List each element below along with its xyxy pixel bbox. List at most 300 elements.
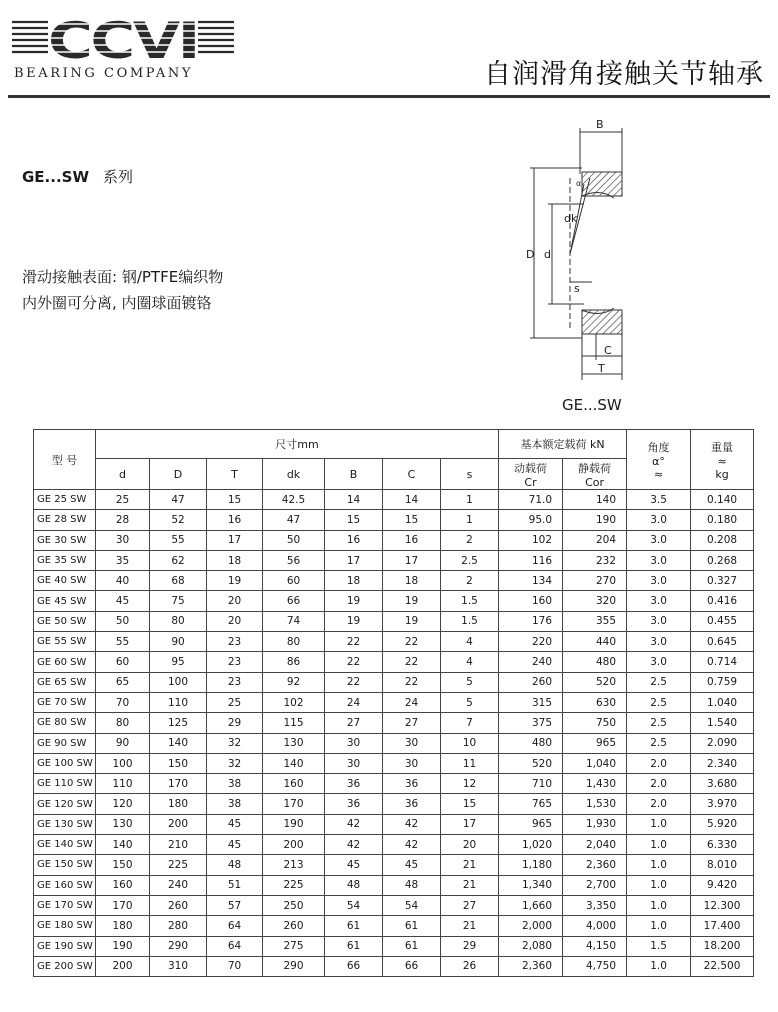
cell-dk: 275 bbox=[263, 936, 325, 956]
cell-D: 310 bbox=[150, 956, 207, 976]
cell-d: 50 bbox=[96, 611, 150, 631]
header-T: T bbox=[207, 459, 263, 490]
cell-B: 19 bbox=[325, 611, 383, 631]
cell-D: 200 bbox=[150, 814, 207, 834]
cell-C: 30 bbox=[383, 753, 441, 773]
cell-cor: 630 bbox=[563, 692, 627, 712]
header-load-ratings: 基本额定载荷 kN bbox=[499, 430, 627, 459]
cell-C: 17 bbox=[383, 550, 441, 570]
cell-cor: 440 bbox=[563, 632, 627, 652]
table-row bbox=[34, 571, 754, 591]
cell-D: 110 bbox=[150, 692, 207, 712]
cell-d: 70 bbox=[96, 692, 150, 712]
cell-T: 18 bbox=[207, 550, 263, 570]
cell-weight: 1.040 bbox=[691, 692, 754, 712]
cell-model: GE 120 SW bbox=[34, 794, 96, 814]
cell-weight: 6.330 bbox=[691, 835, 754, 855]
cell-cr: 2,000 bbox=[499, 916, 563, 936]
cell-dk: 47 bbox=[263, 510, 325, 530]
cell-cor: 204 bbox=[563, 530, 627, 550]
label-C: C bbox=[604, 344, 612, 357]
cell-model: GE 50 SW bbox=[34, 611, 96, 631]
cell-C: 36 bbox=[383, 774, 441, 794]
cell-dk: 160 bbox=[263, 774, 325, 794]
cell-dk: 130 bbox=[263, 733, 325, 753]
cell-cr: 480 bbox=[499, 733, 563, 753]
cell-angle: 3.0 bbox=[627, 550, 691, 570]
cell-B: 27 bbox=[325, 713, 383, 733]
cell-T: 32 bbox=[207, 733, 263, 753]
cell-cor: 1,040 bbox=[563, 753, 627, 773]
cell-cor: 355 bbox=[563, 611, 627, 631]
bearing-cross-section-diagram bbox=[500, 118, 650, 386]
header-weight bbox=[691, 430, 754, 490]
cell-B: 17 bbox=[325, 550, 383, 570]
cell-model: GE 55 SW bbox=[34, 632, 96, 652]
header-B: B bbox=[325, 459, 383, 490]
cell-d: 65 bbox=[96, 672, 150, 692]
specification-rows bbox=[34, 490, 754, 977]
header-weight-unit: kg bbox=[715, 467, 729, 481]
cell-D: 150 bbox=[150, 753, 207, 773]
cell-cor: 750 bbox=[563, 713, 627, 733]
cell-B: 42 bbox=[325, 814, 383, 834]
table-row bbox=[34, 774, 754, 794]
cell-model: GE 70 SW bbox=[34, 692, 96, 712]
table-row bbox=[34, 936, 754, 956]
cell-dk: 170 bbox=[263, 794, 325, 814]
table-row bbox=[34, 672, 754, 692]
page-title: 自润滑角接触关节轴承 bbox=[484, 59, 764, 90]
cell-T: 45 bbox=[207, 835, 263, 855]
cell-B: 54 bbox=[325, 895, 383, 915]
cell-dk: 80 bbox=[263, 632, 325, 652]
cell-C: 30 bbox=[383, 733, 441, 753]
label-B: B bbox=[596, 118, 604, 131]
header-s: s bbox=[441, 459, 499, 490]
table-row bbox=[34, 550, 754, 570]
cell-model: GE 40 SW bbox=[34, 571, 96, 591]
cell-s: 7 bbox=[441, 713, 499, 733]
cell-cor: 4,150 bbox=[563, 936, 627, 956]
cell-angle: 2.5 bbox=[627, 733, 691, 753]
cell-cor: 232 bbox=[563, 550, 627, 570]
cell-dk: 42.5 bbox=[263, 490, 325, 510]
cell-angle: 2.0 bbox=[627, 753, 691, 773]
cell-weight: 2.090 bbox=[691, 733, 754, 753]
cell-C: 19 bbox=[383, 611, 441, 631]
cell-D: 180 bbox=[150, 794, 207, 814]
cell-s: 29 bbox=[441, 936, 499, 956]
header-cr-symbol: Cr bbox=[524, 475, 537, 489]
table-row bbox=[34, 794, 754, 814]
cell-weight: 0.327 bbox=[691, 571, 754, 591]
table-row bbox=[34, 652, 754, 672]
cell-cor: 1,530 bbox=[563, 794, 627, 814]
cell-B: 30 bbox=[325, 753, 383, 773]
cell-D: 75 bbox=[150, 591, 207, 611]
cell-T: 45 bbox=[207, 814, 263, 834]
header-C: C bbox=[383, 459, 441, 490]
cell-T: 16 bbox=[207, 510, 263, 530]
cell-d: 100 bbox=[96, 753, 150, 773]
cell-s: 2.5 bbox=[441, 550, 499, 570]
cell-T: 17 bbox=[207, 530, 263, 550]
cell-B: 66 bbox=[325, 956, 383, 976]
cell-weight: 1.540 bbox=[691, 713, 754, 733]
cell-dk: 60 bbox=[263, 571, 325, 591]
cell-angle: 3.0 bbox=[627, 611, 691, 631]
cell-angle: 1.0 bbox=[627, 895, 691, 915]
cell-model: GE 35 SW bbox=[34, 550, 96, 570]
cell-s: 11 bbox=[441, 753, 499, 773]
header-cor-symbol: Cor bbox=[585, 475, 604, 489]
cell-C: 42 bbox=[383, 835, 441, 855]
label-D: D bbox=[526, 248, 535, 261]
cell-cr: 375 bbox=[499, 713, 563, 733]
cell-D: 240 bbox=[150, 875, 207, 895]
cell-model: GE 130 SW bbox=[34, 814, 96, 834]
cell-B: 22 bbox=[325, 632, 383, 652]
cell-s: 2 bbox=[441, 571, 499, 591]
cell-cr: 220 bbox=[499, 632, 563, 652]
cell-weight: 2.340 bbox=[691, 753, 754, 773]
cell-weight: 0.416 bbox=[691, 591, 754, 611]
cell-s: 10 bbox=[441, 733, 499, 753]
table-row bbox=[34, 895, 754, 915]
cell-D: 62 bbox=[150, 550, 207, 570]
diagram-caption: GE...SW bbox=[562, 396, 622, 414]
cell-cr: 1,340 bbox=[499, 875, 563, 895]
cell-B: 45 bbox=[325, 855, 383, 875]
cell-d: 200 bbox=[96, 956, 150, 976]
cell-angle: 2.5 bbox=[627, 672, 691, 692]
cell-cor: 2,360 bbox=[563, 855, 627, 875]
cell-model: GE 180 SW bbox=[34, 916, 96, 936]
cell-weight: 8.010 bbox=[691, 855, 754, 875]
cell-C: 15 bbox=[383, 510, 441, 530]
cell-s: 5 bbox=[441, 692, 499, 712]
cell-C: 48 bbox=[383, 875, 441, 895]
cell-cr: 102 bbox=[499, 530, 563, 550]
cell-T: 38 bbox=[207, 774, 263, 794]
cell-C: 54 bbox=[383, 895, 441, 915]
cell-C: 61 bbox=[383, 916, 441, 936]
cell-d: 160 bbox=[96, 875, 150, 895]
cell-B: 61 bbox=[325, 936, 383, 956]
cell-weight: 3.970 bbox=[691, 794, 754, 814]
label-alpha: α bbox=[576, 179, 582, 188]
cell-d: 120 bbox=[96, 794, 150, 814]
cell-D: 260 bbox=[150, 895, 207, 915]
table-row bbox=[34, 875, 754, 895]
cell-C: 22 bbox=[383, 672, 441, 692]
cell-dk: 190 bbox=[263, 814, 325, 834]
cell-C: 22 bbox=[383, 652, 441, 672]
company-subtitle: BEARING COMPANY bbox=[14, 66, 194, 81]
table-row bbox=[34, 753, 754, 773]
cell-d: 140 bbox=[96, 835, 150, 855]
cell-T: 15 bbox=[207, 490, 263, 510]
cell-cor: 270 bbox=[563, 571, 627, 591]
table-row bbox=[34, 835, 754, 855]
header-cor bbox=[563, 459, 627, 490]
cell-dk: 74 bbox=[263, 611, 325, 631]
cell-angle: 3.0 bbox=[627, 571, 691, 591]
cell-dk: 260 bbox=[263, 916, 325, 936]
cell-C: 61 bbox=[383, 936, 441, 956]
cell-B: 30 bbox=[325, 733, 383, 753]
cell-T: 64 bbox=[207, 936, 263, 956]
cell-C: 14 bbox=[383, 490, 441, 510]
cell-s: 1.5 bbox=[441, 611, 499, 631]
table-row bbox=[34, 632, 754, 652]
cell-T: 32 bbox=[207, 753, 263, 773]
cell-s: 4 bbox=[441, 652, 499, 672]
cell-C: 19 bbox=[383, 591, 441, 611]
cell-T: 23 bbox=[207, 632, 263, 652]
cell-d: 90 bbox=[96, 733, 150, 753]
cell-T: 48 bbox=[207, 855, 263, 875]
cell-C: 42 bbox=[383, 814, 441, 834]
series-suffix: 系列 bbox=[103, 168, 134, 186]
cell-weight: 0.268 bbox=[691, 550, 754, 570]
cell-angle: 2.5 bbox=[627, 692, 691, 712]
cell-cr: 160 bbox=[499, 591, 563, 611]
cell-s: 21 bbox=[441, 916, 499, 936]
cell-cor: 4,750 bbox=[563, 956, 627, 976]
cell-T: 23 bbox=[207, 652, 263, 672]
cell-D: 95 bbox=[150, 652, 207, 672]
cell-D: 280 bbox=[150, 916, 207, 936]
cell-cr: 260 bbox=[499, 672, 563, 692]
cell-model: GE 30 SW bbox=[34, 530, 96, 550]
cell-model: GE 170 SW bbox=[34, 895, 96, 915]
table-row bbox=[34, 855, 754, 875]
cell-angle: 1.0 bbox=[627, 875, 691, 895]
cell-B: 22 bbox=[325, 672, 383, 692]
cell-d: 130 bbox=[96, 814, 150, 834]
cell-weight: 0.208 bbox=[691, 530, 754, 550]
cell-s: 27 bbox=[441, 895, 499, 915]
table-row bbox=[34, 956, 754, 976]
cell-angle: 2.0 bbox=[627, 774, 691, 794]
cell-cor: 1,430 bbox=[563, 774, 627, 794]
cell-weight: 3.680 bbox=[691, 774, 754, 794]
cell-C: 27 bbox=[383, 713, 441, 733]
cell-model: GE 25 SW bbox=[34, 490, 96, 510]
cell-model: GE 90 SW bbox=[34, 733, 96, 753]
header-weight-approx: ≈ bbox=[717, 454, 727, 468]
table-row bbox=[34, 733, 754, 753]
cell-T: 20 bbox=[207, 611, 263, 631]
header-d: d bbox=[96, 459, 150, 490]
header-cor-label: 静载荷 bbox=[578, 461, 612, 475]
cell-T: 70 bbox=[207, 956, 263, 976]
cell-D: 140 bbox=[150, 733, 207, 753]
cell-model: GE 28 SW bbox=[34, 510, 96, 530]
cell-angle: 2.0 bbox=[627, 794, 691, 814]
cell-s: 21 bbox=[441, 855, 499, 875]
cell-dk: 102 bbox=[263, 692, 325, 712]
table-row bbox=[34, 530, 754, 550]
cell-d: 45 bbox=[96, 591, 150, 611]
cell-dk: 200 bbox=[263, 835, 325, 855]
cell-weight: 17.400 bbox=[691, 916, 754, 936]
cell-cor: 320 bbox=[563, 591, 627, 611]
cell-cr: 710 bbox=[499, 774, 563, 794]
cell-B: 36 bbox=[325, 774, 383, 794]
cell-angle: 3.0 bbox=[627, 591, 691, 611]
header-angle-label: 角度 bbox=[647, 440, 670, 454]
header-model: 型 号 bbox=[34, 430, 96, 490]
cell-weight: 22.500 bbox=[691, 956, 754, 976]
cell-angle: 3.0 bbox=[627, 652, 691, 672]
header-angle-symbol: α° bbox=[652, 454, 665, 468]
cell-angle: 3.0 bbox=[627, 530, 691, 550]
cell-D: 225 bbox=[150, 855, 207, 875]
cell-s: 1 bbox=[441, 490, 499, 510]
table-row bbox=[34, 916, 754, 936]
cell-weight: 5.920 bbox=[691, 814, 754, 834]
cell-cr: 176 bbox=[499, 611, 563, 631]
feature-line-rings: 内外圈可分离, 内圈球面镀铬 bbox=[22, 294, 212, 312]
cell-T: 25 bbox=[207, 692, 263, 712]
cell-model: GE 200 SW bbox=[34, 956, 96, 976]
cell-cr: 765 bbox=[499, 794, 563, 814]
cell-C: 66 bbox=[383, 956, 441, 976]
cell-s: 26 bbox=[441, 956, 499, 976]
cell-d: 170 bbox=[96, 895, 150, 915]
cell-cor: 4,000 bbox=[563, 916, 627, 936]
cell-d: 40 bbox=[96, 571, 150, 591]
cell-angle: 2.5 bbox=[627, 713, 691, 733]
cell-d: 30 bbox=[96, 530, 150, 550]
cell-d: 25 bbox=[96, 490, 150, 510]
table-row bbox=[34, 591, 754, 611]
cell-weight: 0.645 bbox=[691, 632, 754, 652]
cell-cr: 240 bbox=[499, 652, 563, 672]
cell-d: 28 bbox=[96, 510, 150, 530]
cell-d: 180 bbox=[96, 916, 150, 936]
cell-B: 14 bbox=[325, 490, 383, 510]
cell-cor: 520 bbox=[563, 672, 627, 692]
cell-model: GE 110 SW bbox=[34, 774, 96, 794]
cell-cr: 134 bbox=[499, 571, 563, 591]
cell-s: 1 bbox=[441, 510, 499, 530]
cell-cor: 480 bbox=[563, 652, 627, 672]
cell-s: 2 bbox=[441, 530, 499, 550]
cell-C: 24 bbox=[383, 692, 441, 712]
cell-d: 110 bbox=[96, 774, 150, 794]
cell-weight: 0.714 bbox=[691, 652, 754, 672]
cell-model: GE 190 SW bbox=[34, 936, 96, 956]
cell-s: 1.5 bbox=[441, 591, 499, 611]
cell-cor: 965 bbox=[563, 733, 627, 753]
cell-model: GE 100 SW bbox=[34, 753, 96, 773]
cell-B: 24 bbox=[325, 692, 383, 712]
cell-cr: 95.0 bbox=[499, 510, 563, 530]
cell-model: GE 60 SW bbox=[34, 652, 96, 672]
header-angle bbox=[627, 430, 691, 490]
cell-angle: 3.0 bbox=[627, 632, 691, 652]
cell-angle: 1.0 bbox=[627, 835, 691, 855]
cell-d: 55 bbox=[96, 632, 150, 652]
cell-weight: 0.759 bbox=[691, 672, 754, 692]
cell-cor: 2,040 bbox=[563, 835, 627, 855]
cell-T: 19 bbox=[207, 571, 263, 591]
cell-dk: 92 bbox=[263, 672, 325, 692]
cell-s: 17 bbox=[441, 814, 499, 834]
cell-model: GE 80 SW bbox=[34, 713, 96, 733]
cell-weight: 12.300 bbox=[691, 895, 754, 915]
cell-s: 15 bbox=[441, 794, 499, 814]
cell-d: 80 bbox=[96, 713, 150, 733]
cell-dk: 115 bbox=[263, 713, 325, 733]
cell-s: 21 bbox=[441, 875, 499, 895]
cell-D: 290 bbox=[150, 936, 207, 956]
cell-angle: 3.0 bbox=[627, 510, 691, 530]
table-row bbox=[34, 611, 754, 631]
cell-B: 16 bbox=[325, 530, 383, 550]
cell-angle: 1.0 bbox=[627, 855, 691, 875]
header-dimensions: 尺寸mm bbox=[96, 430, 499, 459]
cell-s: 20 bbox=[441, 835, 499, 855]
cell-B: 15 bbox=[325, 510, 383, 530]
label-s: s bbox=[574, 282, 580, 295]
cell-cor: 140 bbox=[563, 490, 627, 510]
header-dk: dk bbox=[263, 459, 325, 490]
cell-dk: 290 bbox=[263, 956, 325, 976]
cell-cr: 2,360 bbox=[499, 956, 563, 976]
cell-d: 35 bbox=[96, 550, 150, 570]
cell-C: 36 bbox=[383, 794, 441, 814]
cell-model: GE 45 SW bbox=[34, 591, 96, 611]
cell-B: 61 bbox=[325, 916, 383, 936]
cell-angle: 1.0 bbox=[627, 916, 691, 936]
header-angle-approx: ≈ bbox=[653, 467, 664, 481]
cell-angle: 1.5 bbox=[627, 936, 691, 956]
cell-T: 38 bbox=[207, 794, 263, 814]
cell-cr: 520 bbox=[499, 753, 563, 773]
label-T: T bbox=[598, 362, 605, 375]
cell-dk: 50 bbox=[263, 530, 325, 550]
cell-d: 190 bbox=[96, 936, 150, 956]
cell-C: 18 bbox=[383, 571, 441, 591]
header-cr bbox=[499, 459, 563, 490]
cell-d: 60 bbox=[96, 652, 150, 672]
cell-model: GE 150 SW bbox=[34, 855, 96, 875]
cell-cr: 1,020 bbox=[499, 835, 563, 855]
cell-angle: 1.0 bbox=[627, 814, 691, 834]
cell-cr: 71.0 bbox=[499, 490, 563, 510]
cell-D: 52 bbox=[150, 510, 207, 530]
cell-s: 5 bbox=[441, 672, 499, 692]
label-dk: dk bbox=[564, 212, 578, 225]
header-cr-label: 动载荷 bbox=[514, 461, 548, 475]
cell-angle: 1.0 bbox=[627, 956, 691, 976]
cell-cr: 116 bbox=[499, 550, 563, 570]
series-heading bbox=[22, 166, 133, 187]
table-row bbox=[34, 692, 754, 712]
cell-s: 12 bbox=[441, 774, 499, 794]
cell-C: 22 bbox=[383, 632, 441, 652]
cell-angle: 3.5 bbox=[627, 490, 691, 510]
cell-D: 68 bbox=[150, 571, 207, 591]
cell-dk: 225 bbox=[263, 875, 325, 895]
cell-cor: 1,930 bbox=[563, 814, 627, 834]
cell-model: GE 65 SW bbox=[34, 672, 96, 692]
